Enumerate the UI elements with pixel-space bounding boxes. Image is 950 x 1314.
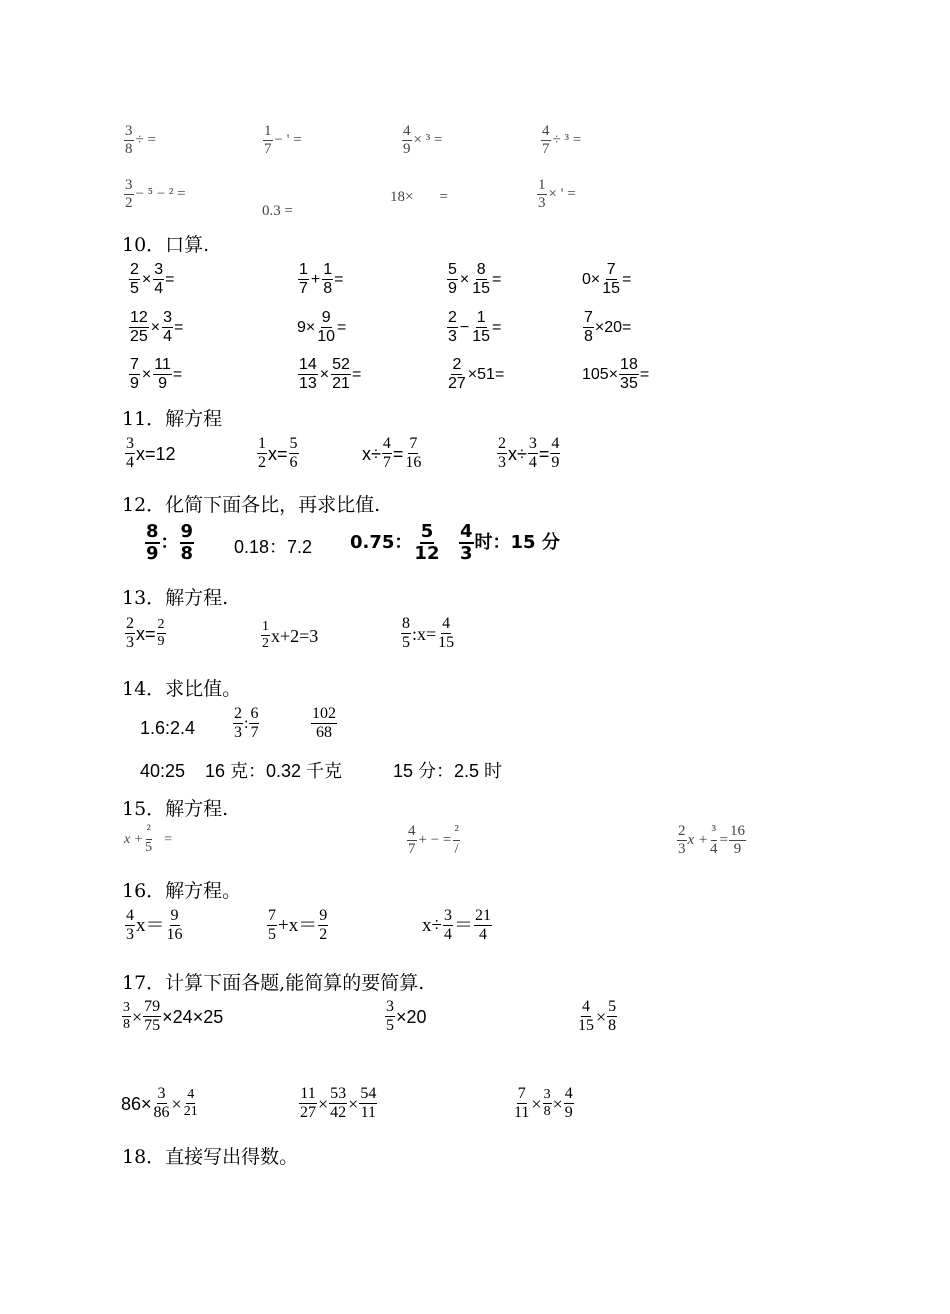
q10-r1-item3: $\frac{5}{9}$ × $\frac{8}{15}$ = (448, 261, 502, 297)
q10-r3-item4: 105× $\frac{18}{35}$ = (582, 356, 650, 392)
q15-equation-3: $\frac{2}{3}$ x + $\frac{\text{³}}{4}$ = $\frac{16}{9}$ (678, 823, 745, 857)
q9-item-b1: $\frac{3}{2}$ − ⁵ − ² = (125, 177, 186, 211)
q14-ratio-1: 1.6:2.4 (140, 718, 196, 738)
q13-equation-3: $\frac{8}{5}$ :x= $\frac{4}{15}$ (402, 615, 455, 651)
q13-equation-2: $\frac{1}{2}$ x+2=3 (262, 619, 319, 651)
q17-problem-a3: $\frac{4}{15}$ × $\frac{5}{8}$ (578, 998, 617, 1034)
q12-ratio-3: 0.75： $\frac{5}{12}$ (350, 521, 440, 564)
q10-r2-item4: $\frac{7}{8}$ ×20= (584, 309, 632, 345)
q17-problem-a2: $\frac{3}{5}$ ×20 (386, 998, 427, 1034)
q9-item-b2: 0.3 = (262, 203, 293, 219)
q17-problem-b3: $\frac{7}{11}$ × $\frac{3}{8}$ × $\frac{4}{9}$ (514, 1085, 573, 1121)
q11-equation-4: $\frac{2}{3}$ x÷ $\frac{3}{4}$ = $\frac{4}{9}$ (498, 435, 560, 471)
q10-r2-item2: 9× $\frac{9}{10}$ = (297, 309, 347, 345)
q13-equation-1: $\frac{2}{3}$ x= $\frac{2}{9}$ (126, 615, 165, 651)
q12-heading: 12．化简下面各比，再求比值. (122, 494, 381, 516)
q11-equation-3: x÷ $\frac{4}{7}$ = $\frac{7}{16}$ (362, 435, 422, 471)
q16-equation-1: $\frac{4}{3}$ x＝ $\frac{9}{16}$ (126, 907, 183, 943)
q17-problem-a1: $\frac{3}{8}$ × $\frac{79}{75}$ ×24×25 (123, 998, 224, 1034)
q9-item-a1: $\frac{3}{8}$ ÷ = (125, 123, 156, 157)
q10-r3-item1: $\frac{7}{9}$ × $\frac{11}{9}$ = (130, 356, 183, 392)
q12-ratio-1: $\frac{8}{9}$ ： $\frac{9}{8}$ (146, 521, 194, 564)
q12-ratio-2: 0.18：7.2 (234, 537, 313, 557)
q10-r3-item3: $\frac{2}{27}$ ×51= (448, 356, 505, 392)
q9-item-a4: $\frac{4}{7}$ ÷ ³ = (542, 123, 582, 157)
q10-r2-item1: $\frac{12}{25}$ × $\frac{3}{4}$ = (130, 309, 184, 345)
q14-ratio-2: $\frac{2}{3}$ : $\frac{6}{7}$ (234, 705, 259, 741)
q14-heading: 14．求比值。 (122, 678, 242, 700)
q14-ratio-4: 40:25 (140, 761, 186, 781)
q16-equation-2: $\frac{7}{5}$ +x＝ $\frac{9}{2}$ (268, 907, 328, 943)
q14-ratio-6: 15 分：2.5 时 (393, 761, 503, 781)
q10-r1-item2: $\frac{1}{7}$ + $\frac{1}{8}$ = (299, 261, 344, 297)
q15-heading: 15．解方程. (122, 798, 229, 820)
q18-heading: 18．直接写出得数。 (122, 1146, 299, 1168)
q11-equation-2: $\frac{1}{2}$ x= $\frac{5}{6}$ (258, 435, 298, 471)
q12-ratio-4: $\frac{4}{3}$ 时：15 分 (460, 521, 560, 564)
q10-r1-item4: 0× $\frac{7}{15}$ = (582, 261, 632, 297)
q17-problem-b2: $\frac{11}{27}$ × $\frac{53}{42}$ × $\frac{54}{11}$ (300, 1085, 377, 1121)
q9-item-b3: 18× = (390, 189, 448, 205)
q14-ratio-3: $\frac{102}{68}$ (312, 705, 336, 741)
q10-r3-item2: $\frac{14}{13}$ × $\frac{52}{21}$ = (299, 356, 362, 392)
q15-equation-2: $\frac{4}{7}$ + − = $\frac{\text{²}}{/}$ (408, 823, 459, 857)
q10-r1-item1: $\frac{2}{5}$ × $\frac{3}{4}$ = (130, 261, 175, 297)
q16-equation-3: x÷ $\frac{3}{4}$ ＝ $\frac{21}{4}$ (422, 907, 491, 943)
q11-heading: 11．解方程 (122, 408, 223, 430)
q9-item-a2: $\frac{1}{7}$ − ' = (264, 123, 302, 157)
q13-heading: 13．解方程. (122, 587, 229, 609)
q9-item-a3: $\frac{4}{9}$ × ³ = (403, 123, 443, 157)
q16-heading: 16．解方程。 (122, 880, 242, 902)
q11-equation-1: $\frac{3}{4}$ x=12 (126, 435, 176, 471)
q17-problem-b1: 86× $\frac{3}{86}$ × $\frac{4}{21}$ (121, 1085, 198, 1121)
q14-ratio-5: 16 克：0.32 千克 (205, 761, 343, 781)
q10-heading: 10．口算. (122, 234, 210, 256)
q17-heading: 17．计算下面各题,能简算的要简算. (122, 972, 425, 994)
q10-r2-item3: $\frac{2}{3}$ − $\frac{1}{15}$ = (448, 309, 502, 345)
q15-equation-1: x + $\frac{\text{²}}{5}$ = (124, 823, 173, 855)
q9-item-b4: $\frac{1}{3}$ × ' = (538, 177, 576, 211)
